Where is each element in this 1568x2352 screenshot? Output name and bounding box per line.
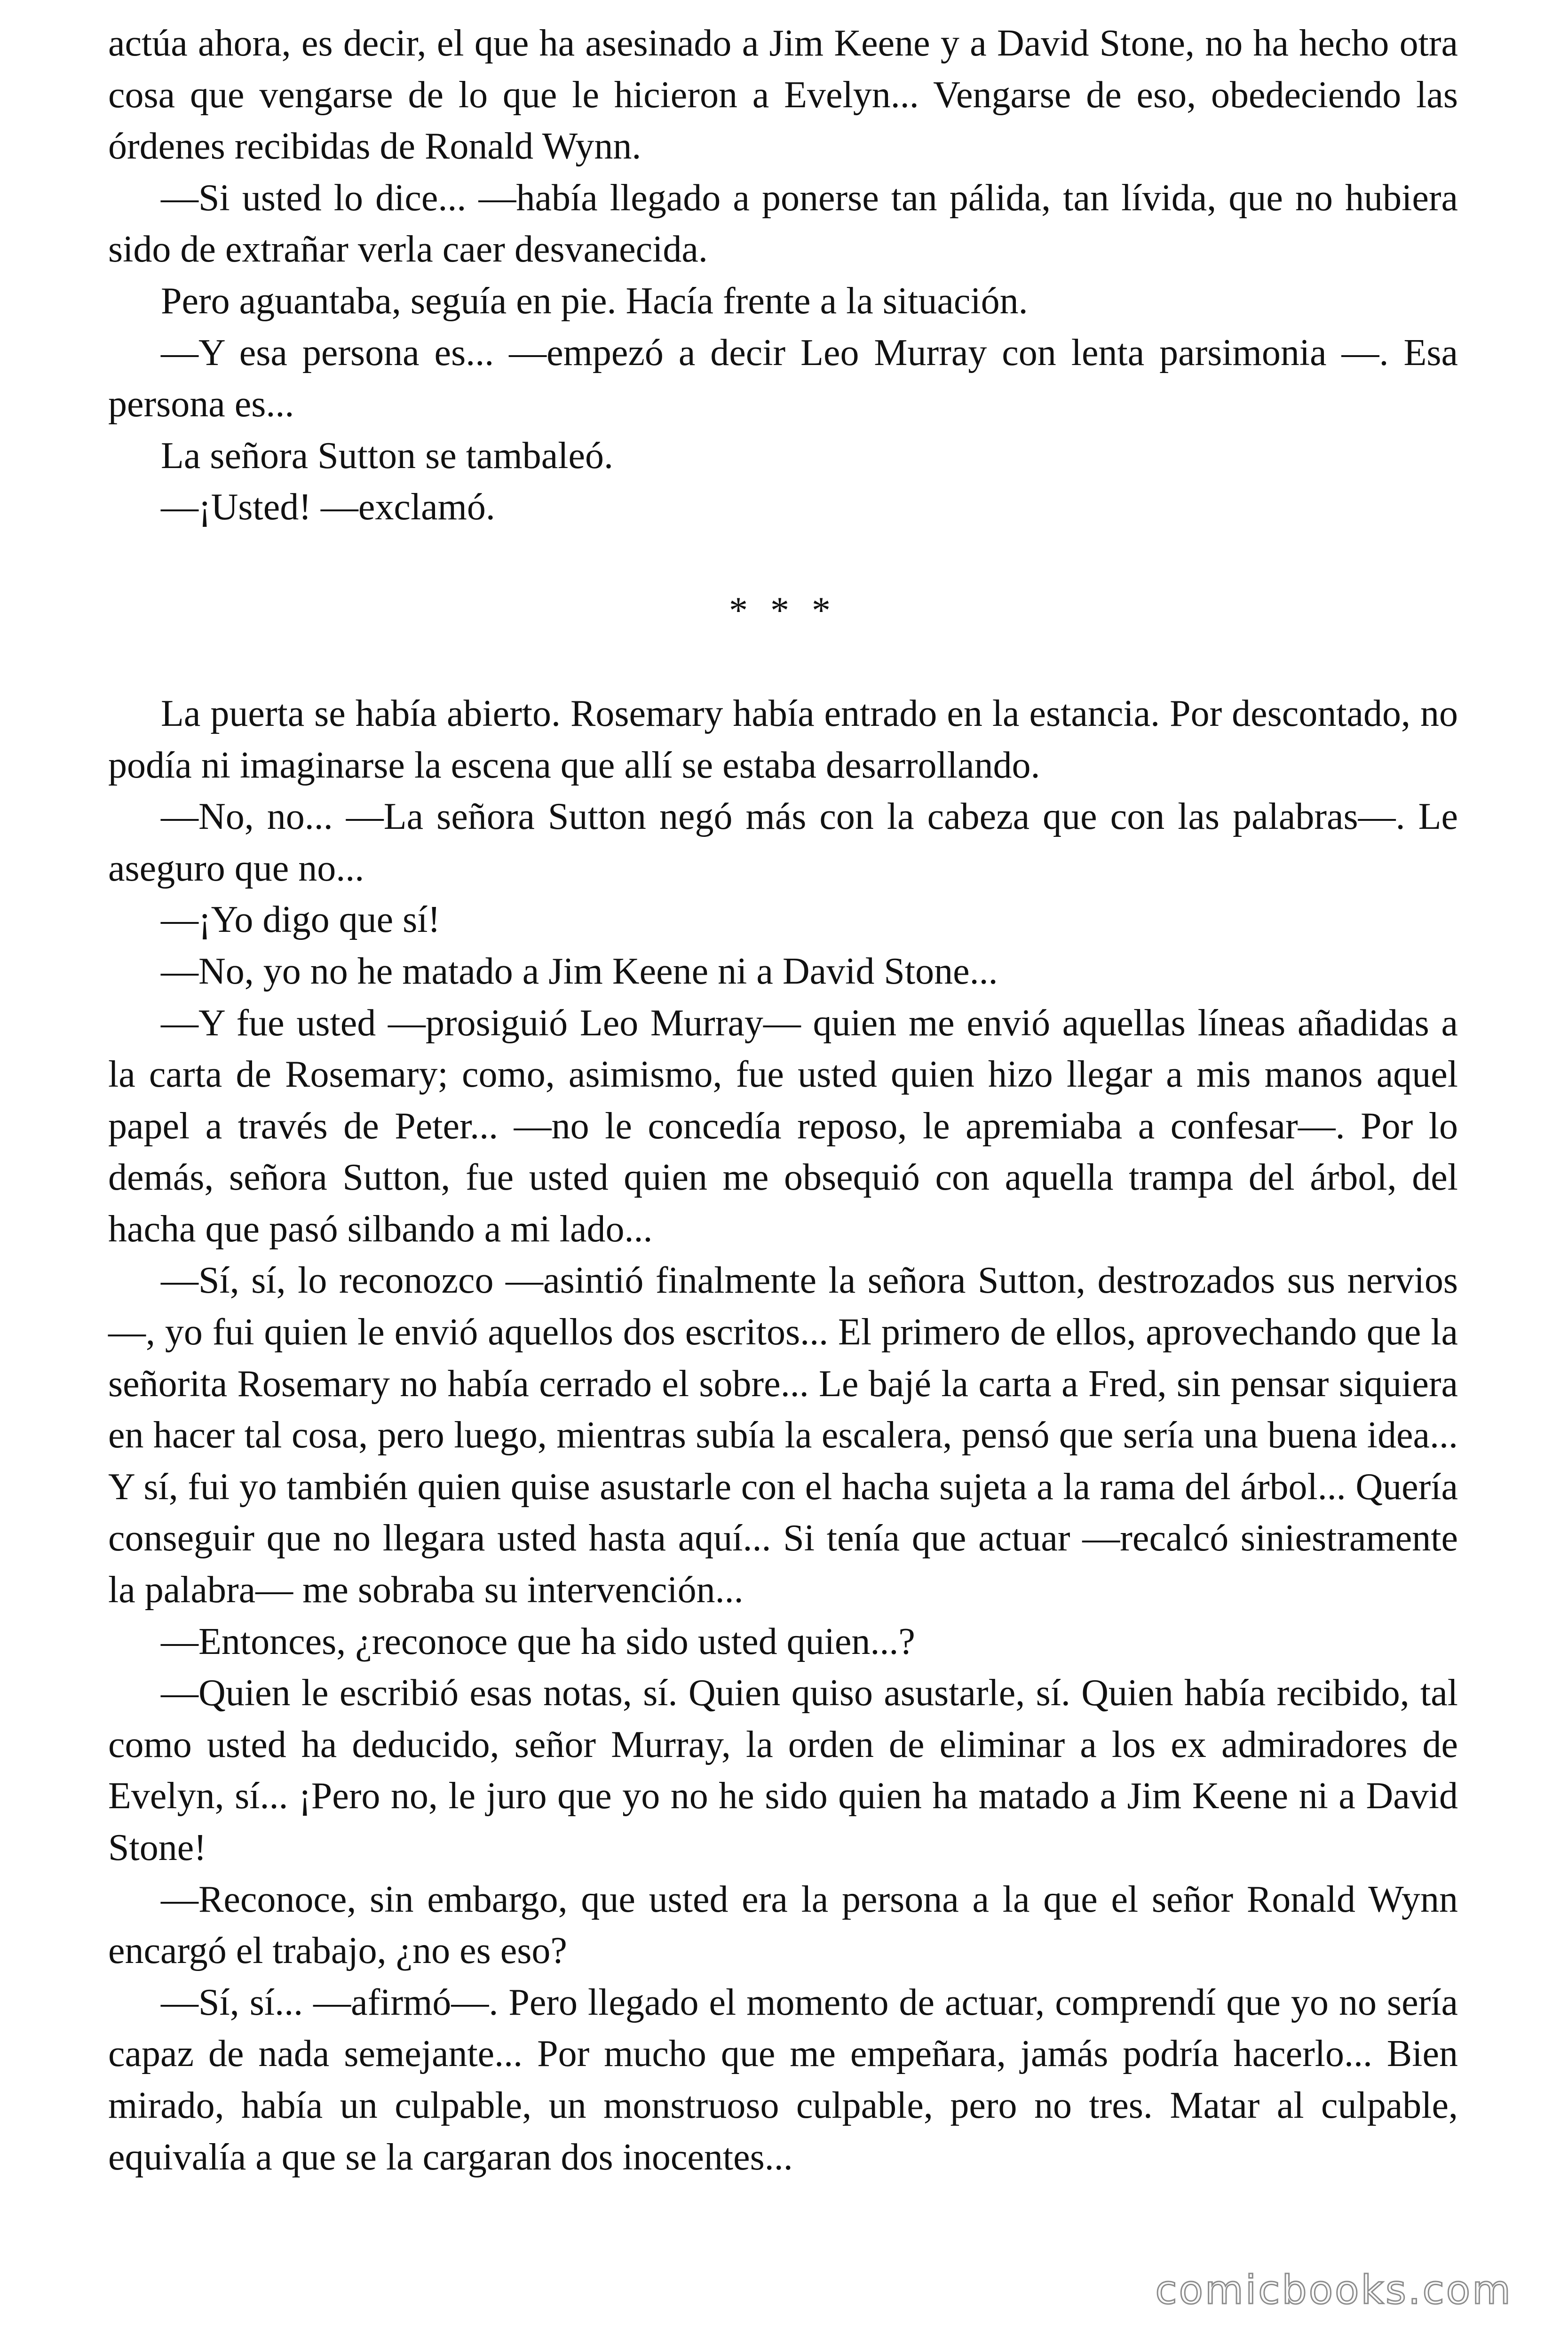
paragraph: —No, no... —La señora Sutton negó más con la cabeza que con las palabras—. Le aseguro que no... bbox=[108, 796, 1458, 889]
paragraph: —Sí, sí, lo reconozco —asintió finalmente la señora Sutton, destrozados sus nervios—, yo fui quien le envió aquellos dos escritos... El primero de ellos, aprovechando que la señorita Rosemary no había cerrado el sobre... Le bajé la carta a Fred, sin pensar siquiera en hacer tal cosa, pero luego, mientras subía la escalera, pensó que sería una buena idea... Y sí, fui yo también quien quise asustarle con el hacha sujeta a la rama del árbol... Quería conseguir que no llegara usted hasta aquí... Si tenía que actuar —recalcó siniestramente la palabra— me sobraba su intervención... bbox=[108, 1260, 1458, 1611]
section-separator: * * * bbox=[729, 589, 837, 631]
paragraph: Pero aguantaba, seguía en pie. Hacía frente a la situación. bbox=[161, 280, 1028, 322]
watermark: comicbooks.com bbox=[1155, 2267, 1513, 2313]
paragraph: —No, yo no he matado a Jim Keene ni a David Stone... bbox=[161, 950, 998, 992]
page-body bbox=[108, 18, 1458, 2183]
paragraph: —¡Yo digo que sí! bbox=[161, 899, 441, 941]
paragraph: —Entonces, ¿reconoce que ha sido usted quien...? bbox=[161, 1621, 915, 1662]
paragraph: —Quien le escribió esas notas, sí. Quien quiso asustarle, sí. Quien había recibido, tal como usted ha deducido, señor Murray, la orden de eliminar a los ex admiradores de Evelyn, sí... ¡Pero no, le juro que yo no he sido quien ha matado a Jim Keene ni a David Stone! bbox=[108, 1672, 1458, 1868]
paragraph: —Y fue usted —prosiguió Leo Murray— quien me envió aquellas líneas añadidas a la carta de Rosemary; como, asimismo, fue usted quien hizo llegar a mis manos aquel papel a través de Peter... —no le concedía reposo, le apremiaba a confesar—. Por lo demás, señora Sutton, fue usted quien me obsequió con aquella trampa del árbol, del hacha que pasó silbando a mi lado... bbox=[108, 1002, 1458, 1250]
paragraph: actúa ahora, es decir, el que ha asesinado a Jim Keene y a David Stone, no ha hecho otra cosa que vengarse de lo que le hicieron a Evelyn... Vengarse de eso, obedeciendo las órdenes recibidas de Ronald Wynn. bbox=[108, 23, 1458, 167]
paragraph: —Sí, sí... —afirmó—. Pero llegado el momento de actuar, comprendí que yo no sería capaz de nada semejante... Por mucho que me empeñara, jamás podría hacerlo... Bien mirado, había un culpable, un monstruoso culpable, pero no tres. Matar al culpable, equivalía a que se la cargaran dos inocentes... bbox=[108, 1981, 1458, 2178]
paragraph: —Reconoce, sin embargo, que usted era la persona a la que el señor Ronald Wynn encargó el trabajo, ¿no es eso? bbox=[108, 1878, 1458, 1972]
paragraph: —Y esa persona es... —empezó a decir Leo Murray con lenta parsimonia —. Esa persona es... bbox=[108, 332, 1458, 425]
paragraph: —Si usted lo dice... —había llegado a ponerse tan pálida, tan lívida, que no hubiera sido de extrañar verla caer desvanecida. bbox=[108, 177, 1458, 270]
paragraph: La puerta se había abierto. Rosemary había entrado en la estancia. Por descontado, no podía ni imaginarse la escena que allí se estaba desarrollando. bbox=[108, 692, 1458, 786]
paragraph: La señora Sutton se tambaleó. bbox=[161, 435, 613, 477]
paragraph: —¡Usted! —exclamó. bbox=[161, 486, 495, 528]
